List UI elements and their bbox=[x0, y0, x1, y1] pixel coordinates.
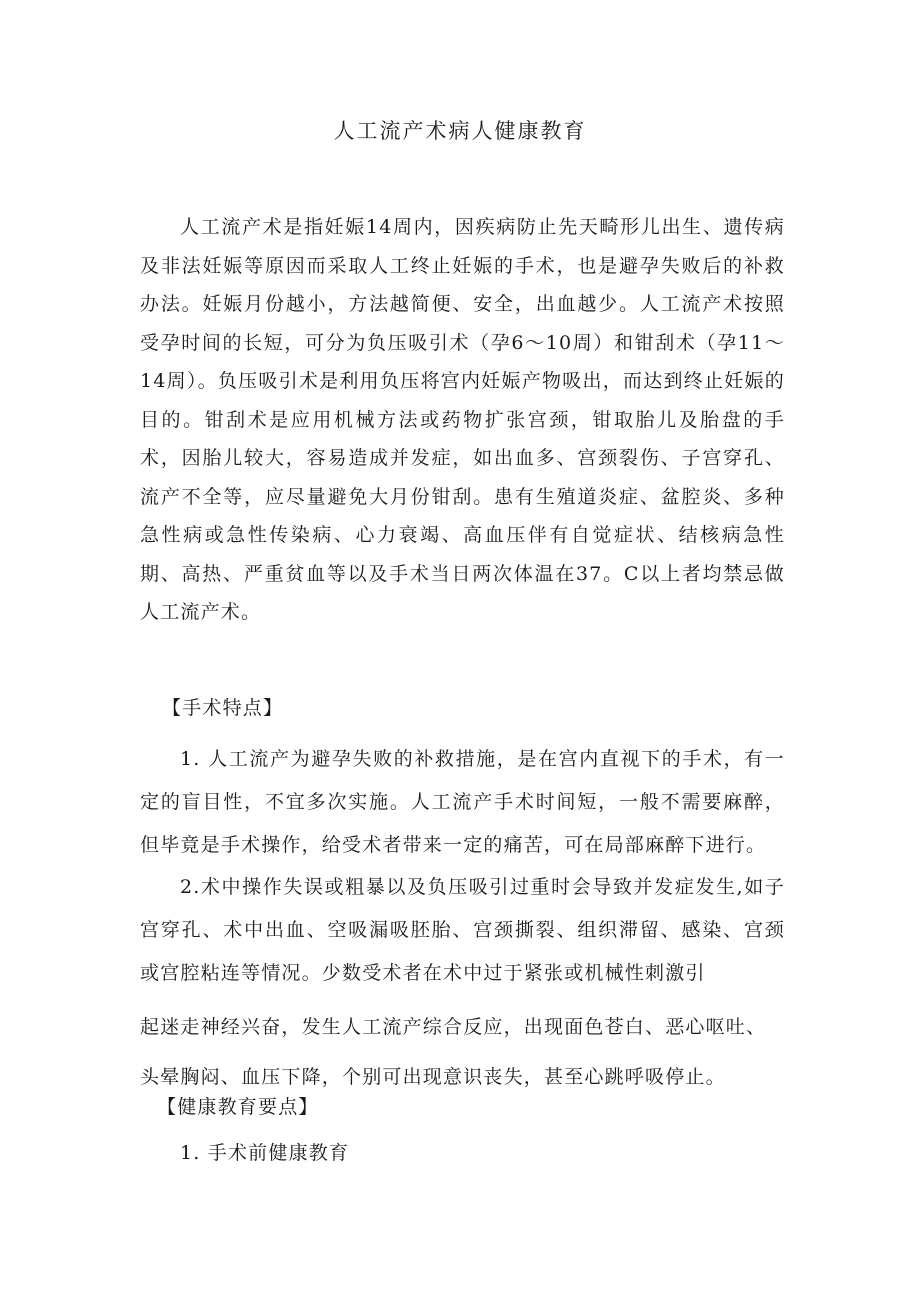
section-heading-education: 【健康教育要点】 bbox=[157, 1096, 319, 1118]
education-item-1: 1. 手术前健康教育 bbox=[180, 1142, 350, 1164]
features-item-2: 2.术中操作失误或粗暴以及负压吸引过重时会导致并发症发生,如子宫穿孔、术中出血、空吸漏吸胚胎、宫颈撕裂、组织滞留、感染、宫颈或宫腔粘连等情况。少数受术者在术中过于紧张或机械性刺激引 bbox=[140, 876, 785, 984]
features-item-2-line-3: 头晕胸闷、血压下降，个别可出现意识丧失，甚至心跳呼吸停止。 bbox=[140, 1066, 726, 1088]
section-heading-features: 【手术特点】 bbox=[162, 697, 284, 719]
features-item-1: 1. 人工流产为避孕失败的补救措施，是在宫内直视下的手术，有一定的盲目性，不宜多次实施。人工流产手术时间短，一般不需要麻醉，但毕竟是手术操作，给受术者带来一定的痛苦，可在局部麻醉下进行。 bbox=[140, 748, 785, 856]
document-title: 人工流产术病人健康教育 bbox=[333, 119, 587, 143]
intro-paragraph: 人工流产术是指妊娠14周内，因疾病防止先天畸形儿出生、遗传病及非法妊娠等原因而采取人工终止妊娠的手术，也是避孕失败后的补救办法。妊娠月份越小，方法越简便、安全，出血越少。人工流产术按照受孕时间的长短，可分为负压吸引术（孕6～10周）和钳刮术（孕11～14周）。负压吸引术是利用负压将宫内妊娠产物吸出，而达到终止妊娠的目的。钳刮术是应用机械方法或药物扩张宫颈，钳取胎儿及胎盘的手术，因胎儿较大，容易造成并发症，如出血多、宫颈裂伤、子宫穿孔、流产不全等，应尽量避免大月份钳刮。患有生殖道炎症、盆腔炎、多种急性病或急性传染病、心力衰竭、高血压伴有自觉症状、结核病急性期、高热、严重贫血等以及手术当日两次体温在37。C以上者均禁忌做人工流产术。 bbox=[140, 216, 785, 623]
features-item-2-line-2: 起迷走神经兴奋，发生人工流产综合反应，出现面色苍白、恶心呕吐、 bbox=[140, 1016, 767, 1038]
